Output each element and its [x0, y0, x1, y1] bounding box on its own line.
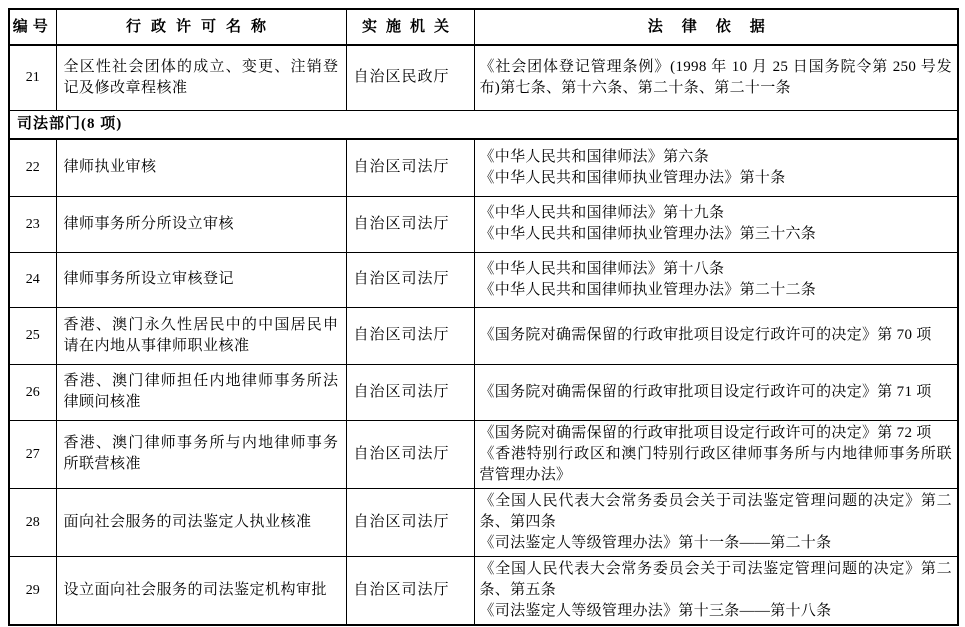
cell-number: 28: [9, 488, 56, 556]
cell-license-name: 香港、澳门律师担任内地律师事务所法律顾问核准: [56, 364, 346, 420]
law-line: 《全国人民代表大会常务委员会关于司法鉴定管理问题的决定》第二条、第五条: [479, 560, 952, 598]
table-row: [9, 196, 958, 252]
table-row: [9, 364, 958, 420]
cell-agency: 自治区司法厅: [346, 420, 474, 488]
cell-number: 22: [9, 139, 56, 196]
column-header-license-name: 行政许可名称: [56, 9, 346, 45]
cell-legal-basis: [474, 307, 958, 364]
cell-agency: 自治区司法厅: [346, 139, 474, 196]
cell-legal-basis: [474, 488, 958, 556]
cell-legal-basis: [474, 556, 958, 625]
table-row: [9, 45, 958, 110]
section-header-row: [9, 110, 958, 139]
cell-number: 25: [9, 307, 56, 364]
table-row: [9, 307, 958, 364]
cell-number: 26: [9, 364, 56, 420]
table-row: [9, 488, 958, 556]
cell-agency: 自治区司法厅: [346, 364, 474, 420]
law-line: 《全国人民代表大会常务委员会关于司法鉴定管理问题的决定》第二条、第四条: [479, 492, 952, 530]
cell-agency: 自治区民政厅: [346, 45, 474, 110]
law-line: 《中华人民共和国律师执业管理办法》第十条: [479, 169, 786, 186]
cell-agency: 自治区司法厅: [346, 307, 474, 364]
cell-license-name: 香港、澳门律师事务所与内地律师事务所联营核准: [56, 420, 346, 488]
law-line: 《国务院对确需保留的行政审批项目设定行政许可的决定》第 70 项: [479, 327, 932, 343]
law-line: 《中华人民共和国律师执业管理办法》第二十二条: [479, 281, 817, 298]
cell-number: 29: [9, 556, 56, 625]
cell-license-name: 面向社会服务的司法鉴定人执业核准: [56, 488, 346, 556]
cell-agency: 自治区司法厅: [346, 196, 474, 252]
column-header-agency: 实施机关: [346, 9, 474, 45]
cell-number: 21: [9, 45, 56, 110]
law-line: 《中华人民共和国律师法》第十九条: [479, 205, 725, 221]
cell-legal-basis: [474, 420, 958, 488]
table-body: [9, 45, 958, 625]
cell-legal-basis: [474, 196, 958, 252]
cell-number: 24: [9, 252, 56, 307]
cell-number: 27: [9, 420, 56, 488]
law-line: 《中华人民共和国律师法》第十八条: [479, 260, 725, 277]
table-row: [9, 252, 958, 307]
section-header-label: 司法部门(8 项): [9, 110, 958, 139]
law-line: 《中华人民共和国律师法》第六条: [479, 148, 710, 165]
cell-agency: 自治区司法厅: [346, 556, 474, 625]
cell-license-name: 设立面向社会服务的司法鉴定机构审批: [56, 556, 346, 625]
cell-license-name: 全区性社会团体的成立、变更、注销登记及修改章程核准: [56, 45, 346, 110]
cell-agency: 自治区司法厅: [346, 252, 474, 307]
header-row: [9, 9, 958, 45]
law-line: 《司法鉴定人等级管理办法》第十三条——第十八条: [479, 602, 832, 619]
cell-license-name: 律师事务所设立审核登记: [56, 252, 346, 307]
law-line: 《中华人民共和国律师执业管理办法》第三十六条: [479, 226, 817, 242]
cell-license-name: 律师事务所分所设立审核: [56, 196, 346, 252]
column-header-number: 编号: [9, 9, 56, 45]
cell-legal-basis: [474, 252, 958, 307]
cell-legal-basis: [474, 139, 958, 196]
cell-legal-basis: [474, 364, 958, 420]
table-row: [9, 139, 958, 196]
document-page: [8, 8, 957, 626]
cell-agency: 自治区司法厅: [346, 488, 474, 556]
law-line: 《国务院对确需保留的行政审批项目设定行政许可的决定》第 72 项: [479, 424, 932, 441]
cell-license-name: 律师执业审核: [56, 139, 346, 196]
law-line: 《司法鉴定人等级管理办法》第十一条——第二十条: [479, 534, 832, 551]
table-row: [9, 556, 958, 625]
law-line: 《香港特别行政区和澳门特别行政区律师事务所与内地律师事务所联营管理办法》: [479, 445, 952, 483]
license-table: [8, 8, 959, 626]
cell-license-name: 香港、澳门永久性居民中的中国居民申请在内地从事律师职业核准: [56, 307, 346, 364]
cell-legal-basis: [474, 45, 958, 110]
cell-number: 23: [9, 196, 56, 252]
law-line: 《国务院对确需保留的行政审批项目设定行政许可的决定》第 71 项: [479, 383, 932, 400]
column-header-legal-basis: 法律依据: [474, 9, 958, 45]
law-line: 《社会团体登记管理条例》(1998 年 10 月 25 日国务院令第 250 号发布)第七条、第十六条、第二十条、第二十一条: [479, 58, 952, 96]
table-row: [9, 420, 958, 488]
